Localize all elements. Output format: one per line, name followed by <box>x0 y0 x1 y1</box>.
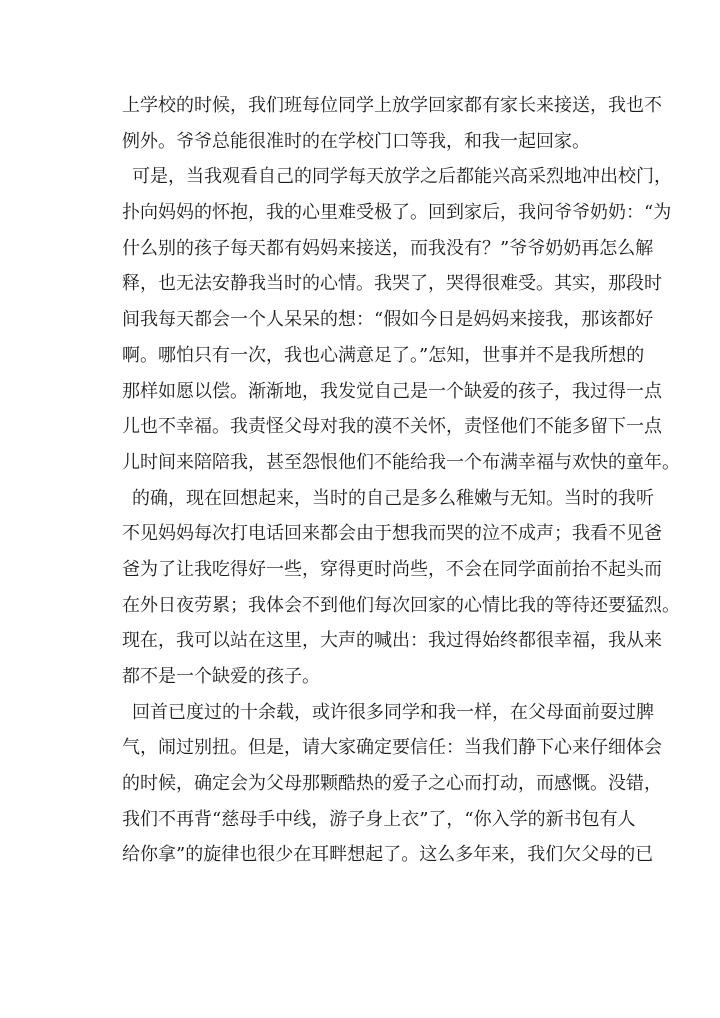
text-line-7: 间我每天都会一个人呆呆的想：“假如今日是妈妈来接我，那该都好 <box>122 309 654 331</box>
text-line-17: 都不是一个缺爱的孩子。 <box>122 666 320 687</box>
text-line-4: 扑向妈妈的怀抱，我的心里难受极了。回到家后，我问爷爷奶奶：“为 <box>122 202 672 224</box>
text-line-19: 气，闹过别扭。但是，请大家确定要信任：当我们静下心来仔细体会 <box>122 737 662 759</box>
paragraph-start-line: 的确，现在回想起来，当时的自己是多么稚嫩与无知。当时的我听 <box>132 487 654 509</box>
text-line-21: 我们不再背“慈母手中线，游子身上衣”了，“你入学的新书包有人 <box>122 808 636 830</box>
text-line-10: 儿也不幸福。我责怪父母对我的漠不关怀，责怪他们不能多留下一点 <box>122 416 662 438</box>
text-line-20: 的时候，确定会为父母那颗酷热的爱子之心而打动，而感慨。没错， <box>122 773 662 795</box>
article-body <box>122 88 680 873</box>
paragraph-start-line: 可是，当我观看自己的同学每天放学之后都能兴高采烈地冲出校门， <box>132 166 672 188</box>
text-line-9: 那样如愿以偿。渐渐地，我发觉自己是一个缺爱的孩子，我过得一点 <box>122 380 662 402</box>
text-line-8: 啊。哪怕只有一次，我也心满意足了。”怎知，世事并不是我所想的 <box>122 344 645 366</box>
text-line-5: 什么别的孩子每天都有妈妈来接送，而我没有？”爷爷奶奶再怎么解 <box>122 237 654 259</box>
text-line-2: 例外。爷爷总能很准时的在学校门口等我，和我一起回家。 <box>122 130 590 152</box>
text-line-13: 不见妈妈每次打电话回来都会由于想我而哭的泣不成声；我看不见爸 <box>122 523 662 545</box>
paragraph-start-line: 回首已度过的十余载，或许很多同学和我一样，在父母面前耍过脾 <box>132 701 654 723</box>
text-line-6: 释，也无法安静我当时的心情。我哭了，哭得很难受。其实，那段时 <box>122 273 662 295</box>
text-line-14: 爸为了让我吃得好一些，穿得更时尚些，不会在同学面前抬不起头而 <box>122 558 662 580</box>
text-line-1: 上学校的时候，我们班每位同学上放学回家都有家长来接送，我也不 <box>122 95 662 116</box>
text-line-15: 在外日夜劳累；我体会不到他们每次回家的心情比我的等待还要猛烈。 <box>122 594 680 616</box>
text-line-11: 儿时间来陪陪我，甚至怨恨他们不能给我一个布满幸福与欢快的童年。 <box>122 451 680 473</box>
text-line-16: 现在，我可以站在这里，大声的喊出：我过得始终都很幸福，我从来 <box>122 630 662 652</box>
text-line-22: 给你拿”的旋律也很少在耳畔想起了。这么多年来，我们欠父母的已 <box>122 844 654 866</box>
